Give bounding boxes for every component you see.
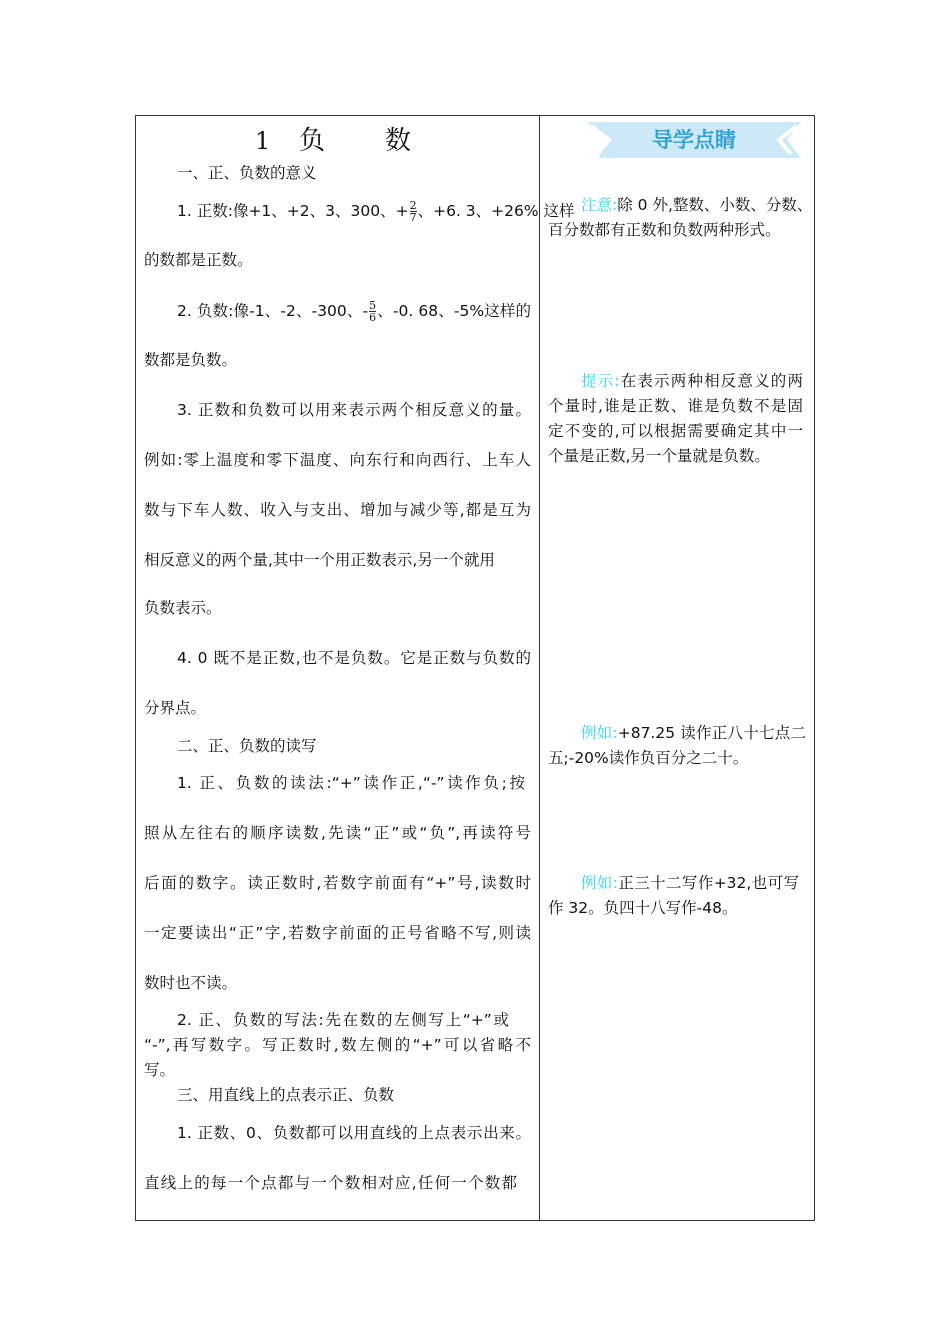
paragraph-line: “-”,再写数字。写正数时,数左侧的“+”可以省略不 — [144, 1036, 531, 1054]
paragraph-line: 数与下车人数、收入与支出、增加与减少等,都是互为 — [144, 501, 531, 519]
paragraph-line: 1. 正数、0、负数都可以用直线的上点表示出来。 — [177, 1124, 531, 1142]
paragraph-line: 相反意义的两个量,其中一个用正数表示,另一个就用 — [144, 551, 495, 569]
note-line: 百分数都有正数和负数两种形式。 — [548, 221, 781, 239]
note-label: 例如: — [581, 874, 618, 892]
paragraph-line: 2. 负数:像-1、-2、-300、- $\frac{5}{6}$ 、-0. 68、-5%这样的 — [177, 299, 531, 324]
note-line: 例如:正三十二写作+32,也可写 — [581, 874, 799, 892]
paragraph-line: 1. 正、负数的读法:“+”读作正,“-”读作负;按 — [177, 774, 525, 792]
paragraph-line: 负数表示。 — [144, 599, 222, 617]
note-line: 例如:+87.25 读作正八十七点二 — [581, 724, 806, 742]
paragraph-line: 直线上的每一个点都与一个数相对应,任何一个数都 — [144, 1174, 517, 1192]
note-line: 个量时,谁是正数、谁是负数不是固 — [548, 397, 803, 415]
paragraph-line: 数都是负数。 — [144, 351, 238, 369]
note-line: 个量是正数,另一个量就是负数。 — [548, 447, 770, 465]
note-label: 提示: — [581, 372, 620, 390]
title-char: 数 — [385, 126, 412, 156]
section-heading: 二、正、负数的读写 — [177, 737, 317, 755]
note-line: 注意:除 0 外,整数、小数、分数、 — [581, 196, 813, 214]
note-line: 作 32。负四十八写作-48。 — [548, 899, 738, 917]
paragraph-line: 例如:零上温度和零下温度、向东行和向西行、上车人 — [144, 451, 531, 469]
paragraph-line: 的数都是正数。 — [144, 251, 253, 269]
note-label: 注意: — [581, 196, 618, 214]
content-table — [135, 115, 815, 1221]
fraction: $\frac{2}{7}$ — [409, 199, 417, 224]
note-label: 例如: — [581, 724, 618, 742]
section-heading: 三、用直线上的点表示正、负数 — [177, 1086, 395, 1104]
paragraph-line: 分界点。 — [144, 699, 207, 717]
paragraph-line: 一定要读出“正”字,若数字前面的正号省略不写,则读 — [144, 924, 531, 942]
column-divider — [539, 115, 540, 1221]
paragraph-line: 4. 0 既不是正数,也不是负数。它是正数与负数的 — [177, 649, 531, 667]
paragraph-line: 照从左往右的顺序读数,先读“正”或“负”,再读符号 — [144, 824, 531, 842]
note-line: 定不变的,可以根据需要确定其中一 — [548, 422, 803, 440]
title-char: 负 — [299, 126, 326, 156]
section-heading: 一、正、负数的意义 — [177, 164, 317, 182]
paragraph-line: 写。 — [144, 1061, 176, 1079]
paragraph-line: 后面的数字。读正数时,若数字前面有“+”号,读数时 — [144, 874, 531, 892]
note-line: 提示:在表示两种相反意义的两 — [581, 372, 803, 390]
title-number: 1 — [255, 127, 271, 155]
paragraph-line: 1. 正数:像+1、+2、3、300、+ $\frac{2}{7}$ 、+6. 3、+26% 这样 — [177, 199, 575, 224]
paragraph-line: 数时也不读。 — [144, 974, 238, 992]
fraction: $\frac{5}{6}$ — [369, 299, 377, 324]
paragraph-line: 2. 正、负数的写法:先在数的左侧写上“+”或 — [177, 1011, 509, 1029]
note-line: 五;-20%读作负百分之二十。 — [548, 749, 749, 767]
banner-title: 导学点睛 — [652, 128, 736, 152]
guide-banner — [587, 122, 801, 158]
paragraph-line: 3. 正数和负数可以用来表示两个相反意义的量。 — [177, 401, 531, 419]
